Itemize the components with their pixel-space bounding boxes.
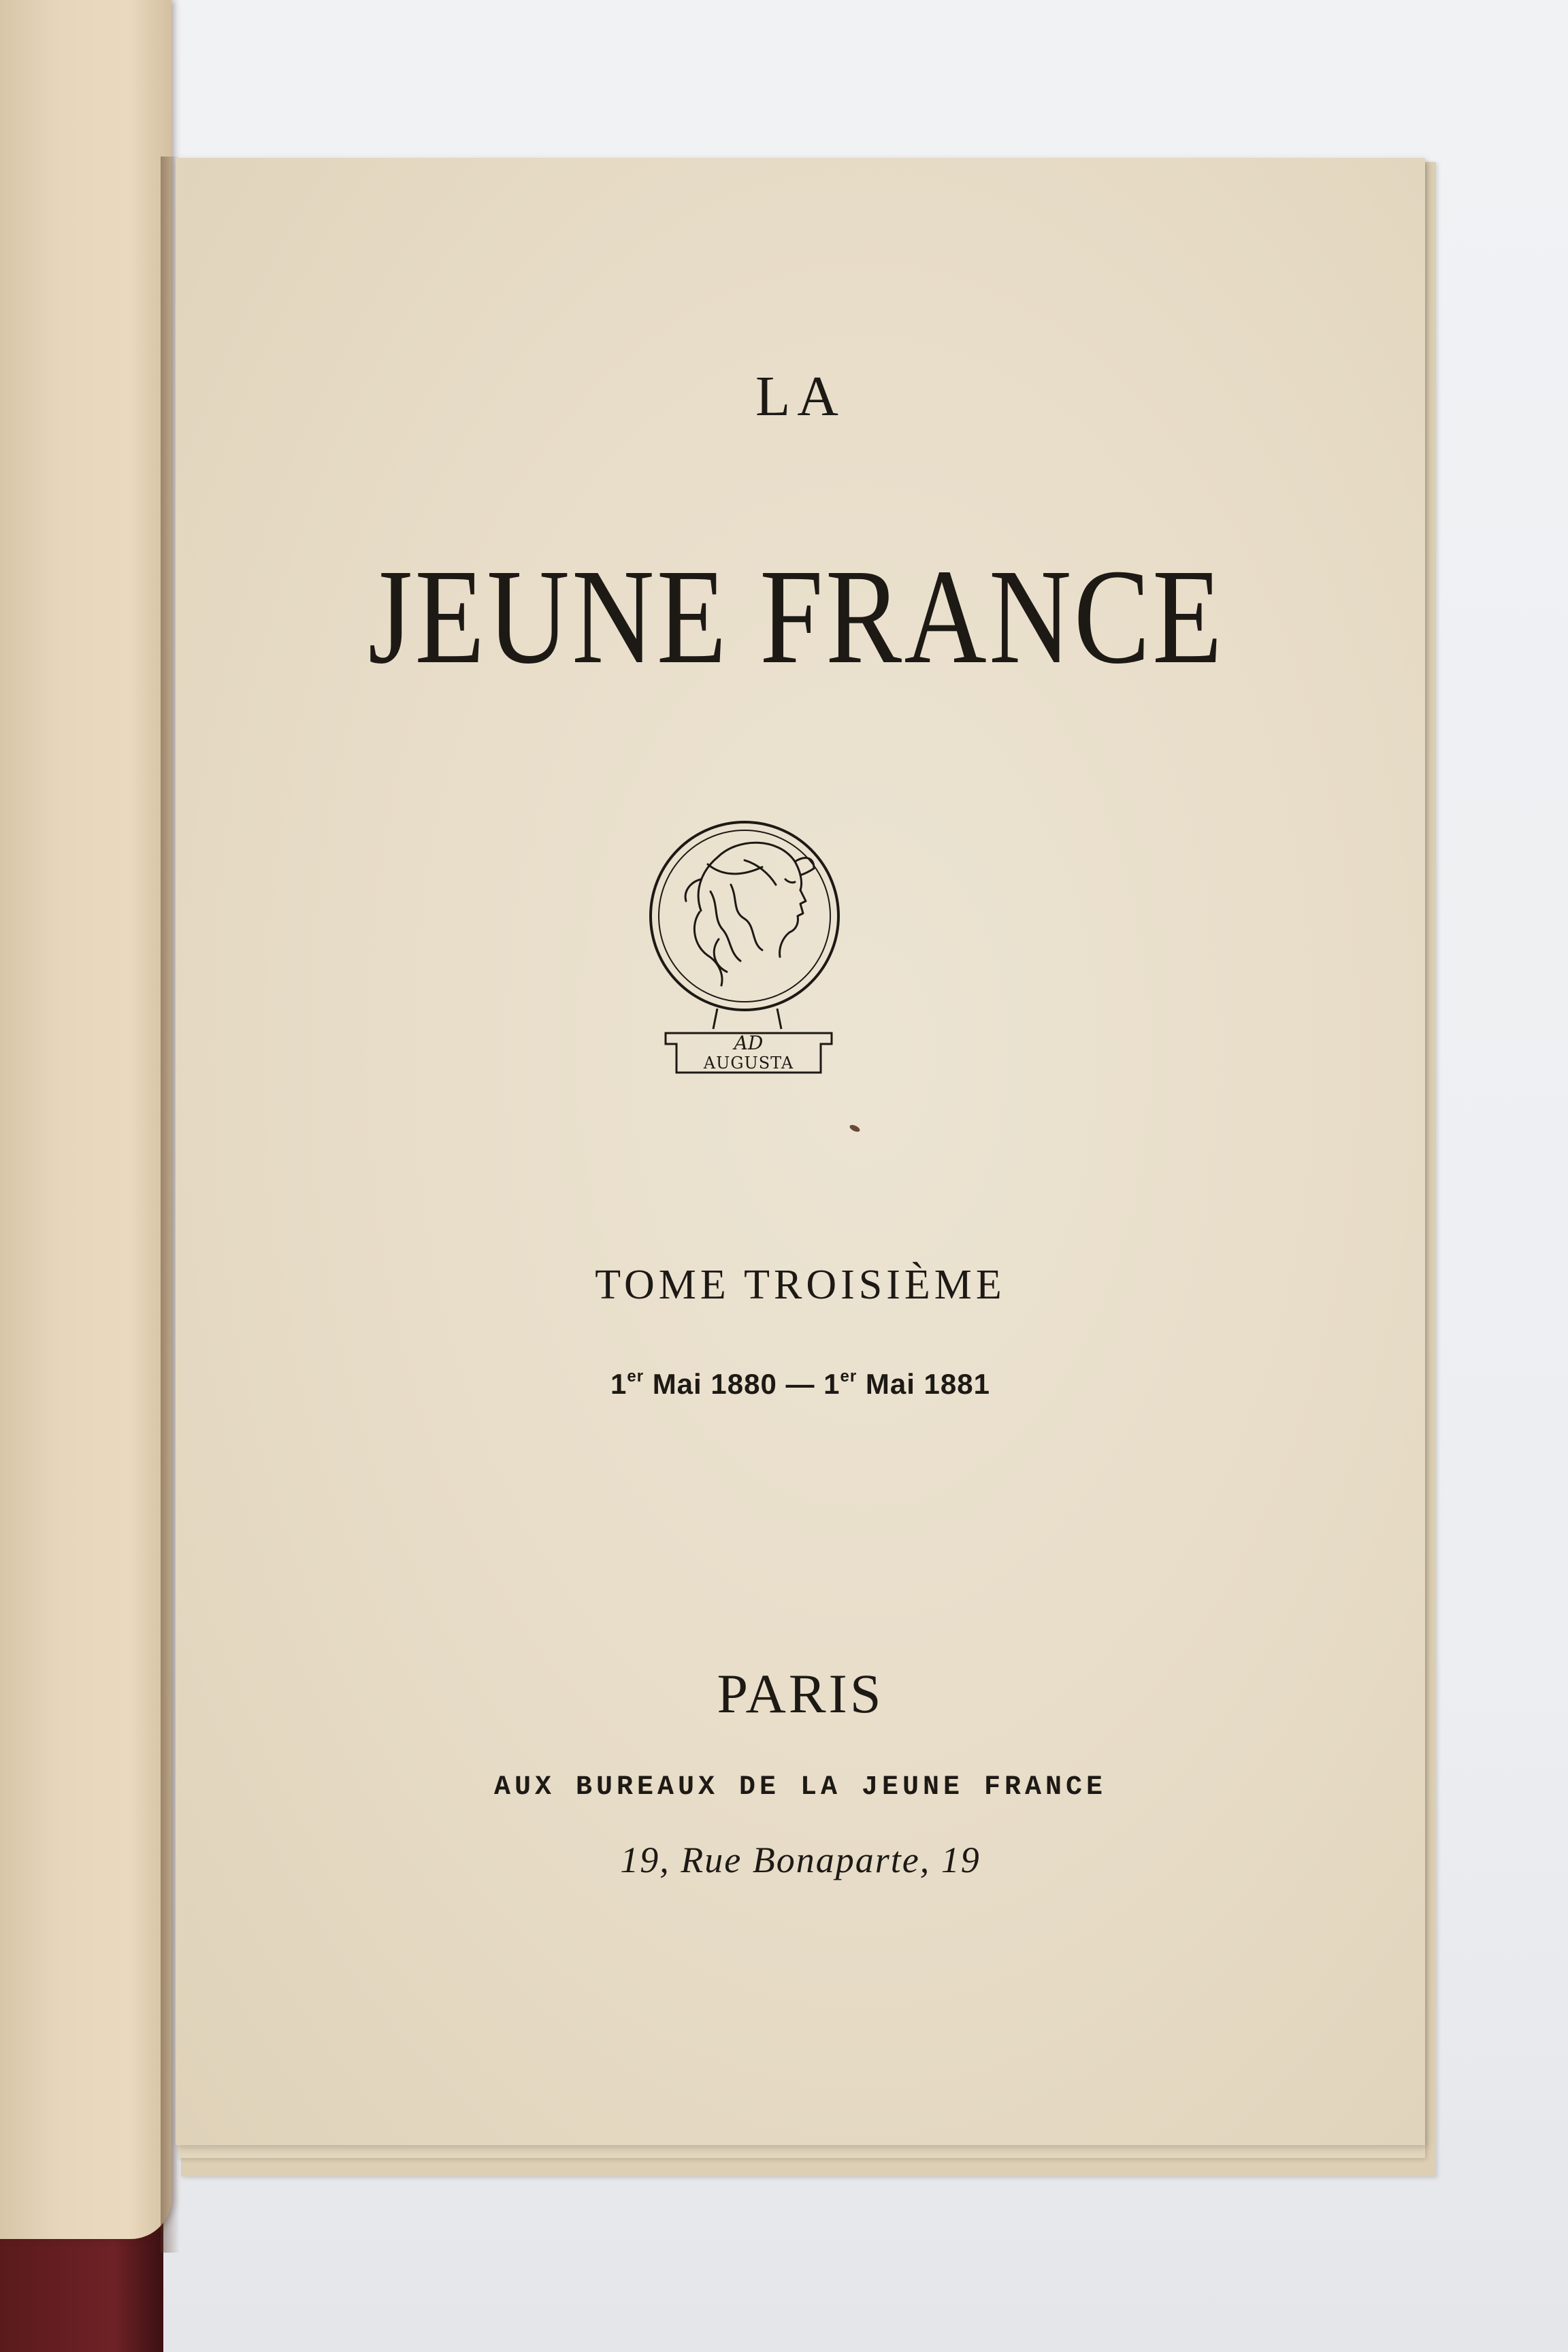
date-start-ordinal: 1: [610, 1368, 627, 1400]
date-end-rest: Mai 1881: [857, 1368, 990, 1400]
date-end-suffix: er: [840, 1367, 858, 1386]
emblem-motto-ad: AD: [734, 1032, 764, 1054]
book-title: JEUNE FRANCE: [368, 542, 1225, 692]
publisher-line: AUX BUREAUX DE LA JEUNE FRANCE: [493, 1772, 1107, 1803]
title-article: LA: [755, 365, 845, 428]
date-start-suffix: er: [627, 1367, 644, 1386]
emblem-motto-augusta: AUGUSTA: [703, 1054, 794, 1073]
flyleaf-page: [0, 0, 172, 2239]
publisher-address: 19, Rue Bonaparte, 19: [620, 1840, 981, 1880]
paper-speck: [849, 1124, 861, 1133]
date-range: [176, 1367, 1425, 1401]
publisher-emblem: [642, 817, 860, 1089]
marianne-head-icon: [685, 843, 814, 985]
volume-label: TOME TROISIÈME: [595, 1262, 1006, 1308]
title-page: [176, 158, 1425, 2145]
publication-city: PARIS: [717, 1663, 884, 1725]
date-end-ordinal: 1: [823, 1368, 840, 1400]
date-start-rest: Mai 1880 —: [644, 1368, 824, 1400]
